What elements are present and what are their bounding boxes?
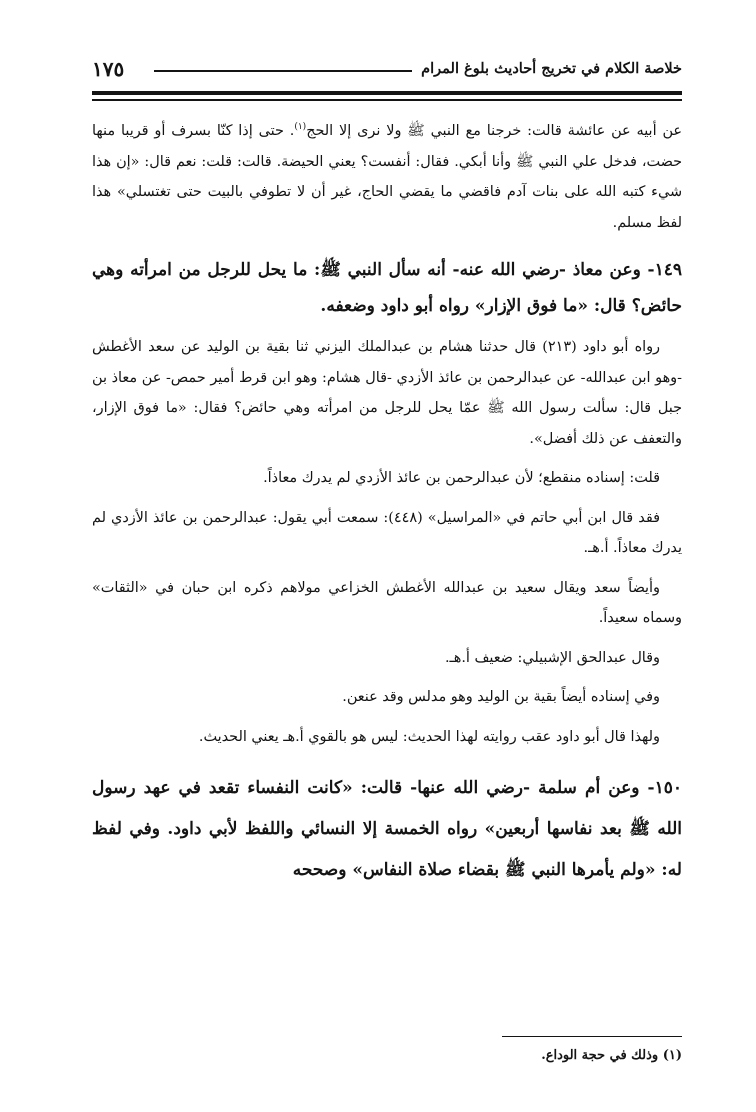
header-rule xyxy=(154,70,412,72)
page-header xyxy=(92,55,682,87)
paragraph-abdulhaq: وقال عبدالحق الإشبيلي: ضعيف أ.هـ. xyxy=(444,649,660,666)
paragraph-takhrij: رواه أبو داود (٢١٣) قال حدثنا هشام بن عبدالملك اليزني ثنا بقية بن الوليد عن سعد الأغطش -وهو ابن عبدالله- عن عبدالرحمن بن عائذ الأزدي -قال هشام: وهو ابن قرط أمير حمص- عن معاذ بن جبل قال: سألت رسول الله ﷺ عمّا يحل للرجل من امرأته وهي حائض؟ فقال: «ما فوق الإزار، والتعفف عن ذلك أفضل». xyxy=(92,339,682,447)
paragraph-baqiyya: وفي إسناده أيضاً بقية بن الوليد وهو مدلس وقد عنعن. xyxy=(342,689,660,705)
paragraph-abu-dawud: ولهذا قال أبو داود عقب روايته لهذا الحديث: ليس هو بالقوي أ.هـ يعني الحديث. xyxy=(198,728,660,745)
page-number: ١٧٥ xyxy=(92,57,125,81)
header-divider-thick xyxy=(92,91,682,95)
footnote-divider xyxy=(502,1036,682,1037)
paragraph-saad-al-aghtash: وأيضاً سعد ويقال سعيد بن عبدالله الأغطش الخزاعي مولاهم ذكره ابن حبان في «الثقات» وسماه سعيداً. xyxy=(92,579,682,626)
header-divider-thin xyxy=(92,99,682,101)
main-text xyxy=(92,116,682,891)
paragraph-ibn-abi-hatim: فقد قال ابن أبي حاتم في «المراسيل» (٤٤٨): سمعت أبي يقول: عبدالرحمن بن عائذ الأزدي لم يدرك معاذاً. أ.هـ. xyxy=(92,509,682,556)
paragraph-text: عن أبيه عن عائشة قالت: خرجنا مع النبي ﷺ ولا نرى إلا الحج xyxy=(306,123,682,139)
hadith-149: ١٤٩- وعن معاذ -رضي الله عنه- أنه سأل النبي ﷺ: ما يحل للرجل من امرأته وهي حائض؟ قال: «ما فوق الإزار» رواه أبو داود وضعفه. xyxy=(92,260,682,316)
footnote-reference[interactable]: (١) xyxy=(294,122,307,133)
running-title: خلاصة الكلام في تخريج أحاديث بلوغ المرام xyxy=(421,60,682,77)
paragraph-text: . حتى إذا كنّا بسرف أو قريبا منها حضت، فدخل علي النبي ﷺ وأنا أبكي. فقال: أنفست؟ يعني الحيضة. قالت: قلت: نعم قال: «إن هذا شيء كتبه الله على بنات آدم فاقضي ما يقضي الحاج، غير أن لا تطوفي بالبيت حتى تغتسلي» هذا لفظ مسلم. xyxy=(92,123,682,231)
paragraph-verdict: قلت: إسناده منقطع؛ لأن عبدالرحمن بن عائذ الأزدي لم يدرك معاذاً. xyxy=(263,470,660,486)
footnote: (١) وذلك في حجة الوداع. xyxy=(541,1048,682,1063)
hadith-150: ١٥٠- وعن أم سلمة -رضي الله عنها- قالت: «كانت النفساء تقعد في عهد رسول الله ﷺ بعد نفاسها أربعين» رواه الخمسة إلا النسائي واللفظ لأبي داود. وفي لفظ له: «ولم يأمرها النبي ﷺ بقضاء صلاة النفاس» وصححه xyxy=(92,778,682,880)
paragraph-aisha-hadith xyxy=(92,116,682,238)
